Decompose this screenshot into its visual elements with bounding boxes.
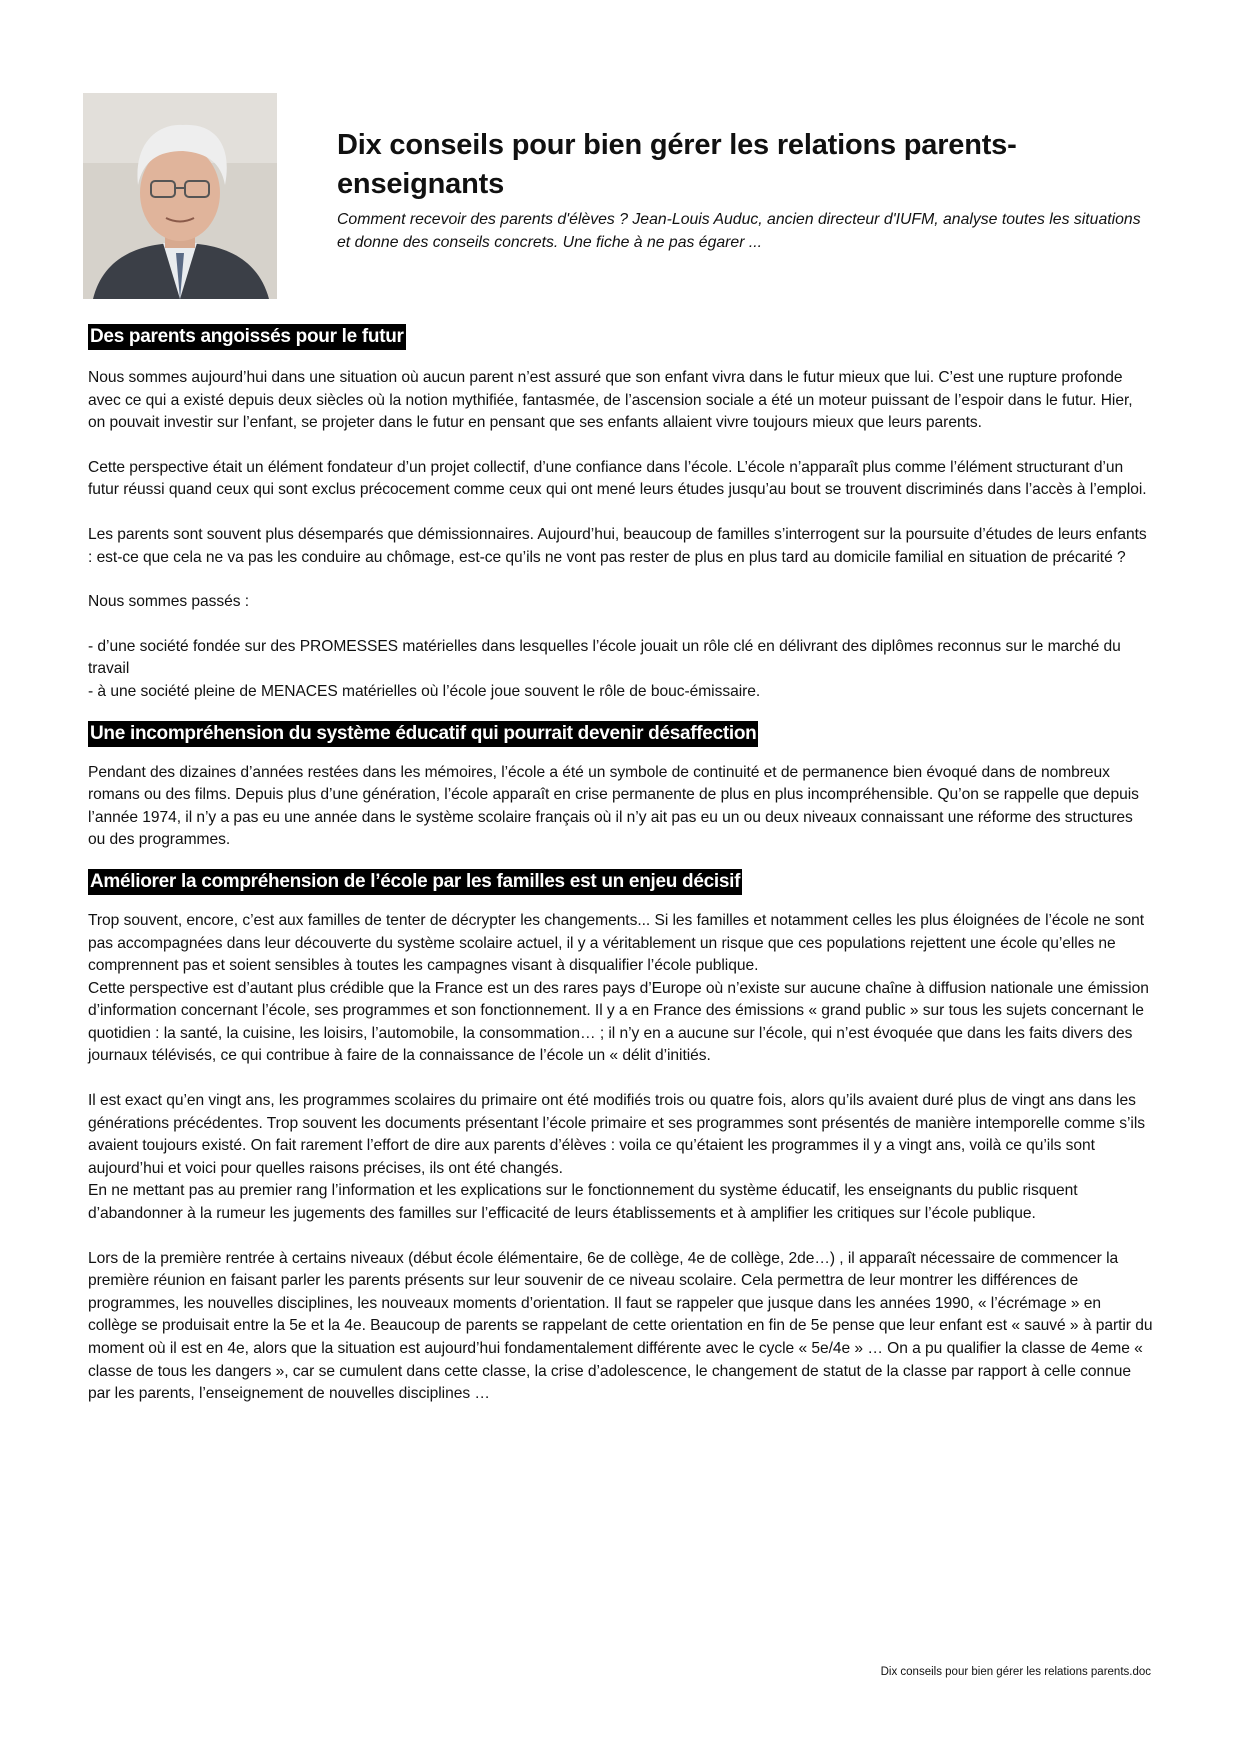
section-heading: Des parents angoissés pour le futur [88,321,1154,353]
paragraph: Il est exact qu’en vingt ans, les programmes scolaires du primaire ont été modifiés trois ou quatre fois, alors qu’ils avaient duré plus de vingt ans dans les générations précédentes. Trop souvent les documents présentant l’école primaire et ses programmes sont présentés de manière intemporelle comme s’ils avaient toujours existé. On fait rarement l’effort de dire aux parents d’élèves : voila ce qu’étaient les programmes il y a vingt ans, voilà ce qu’ils sont aujourd’hui et voici pour quelles raisons précises, ils ont été changés. En ne mettant pas au premier rang l’information et les explications sur le fonctionnement du système éducatif, les enseignants du public risquent d’abandonner à la rumeur les jugements des familles sur l’efficacité de leurs établissements et à amplifier les critiques sur l’école publique. [88,1092,1145,1223]
paragraph: Nous sommes aujourd’hui dans une situation où aucun parent n’est assuré que son enfant vivra dans le futur mieux que lui. C’est une rupture profonde avec ce qui a existé depuis deux siècles où la notion mythifiée, fantasmée, de l’ascension sociale a été un moteur puissant de l’espoir dans le futur. Hier, on pouvait investir sur l’enfant, se projeter dans le futur en pensant que ses enfants allaient vivre toujours mieux que leurs parents. [88,369,1133,432]
document-body [88,321,1154,1406]
paragraph: Pendant des dizaines d’années restées dans les mémoires, l’école a été un symbole de continuité et de permanence bien évoqué dans de nombreux romans ou des films. Depuis plus d’une génération, l’école apparaît en crise permanente de plus en plus incompréhensible. Qu’on se rappelle que depuis l’année 1974, il n’y a pas eu une année dans le système scolaire français où il n’y ait pas eu un ou deux niveaux connaissant une réforme des structures ou des programmes. [88,763,1139,849]
document-subtitle: Comment recevoir des parents d'élèves ? Jean-Louis Auduc, ancien directeur d'IUFM, analyse toutes les situations et donne des conseils concrets. Une fiche à ne pas égarer ... [337,211,1141,251]
section-ameliorer [88,866,1154,1406]
section-heading: Une incompréhension du système éducatif qui pourrait devenir désaffection [88,718,1154,750]
paragraph: Lors de la première rentrée à certains niveaux (début école élémentaire, 6e de collège, 4e de collège, 2de…) , il apparaît nécessaire de commencer la première réunion en faisant parler les parents présents sur leur souvenir de ce niveau scolaire. Cela permettra de leur montrer les différences de programmes, les nouvelles disciplines, les nouveaux moments d’orientation. Il faut se rappeler que jusque dans les années 1990, « l’écrémage » en collège se produisait entre la 5e et la 4e. Beaucoup de parents se rappelant de cette orientation en fin de 5e pense que leur enfant est « sauvé » à partir du moment où il est en 4e, alors que la situation est aujourd’hui fondamentalement différente avec le cycle « 5e/4e » … On a pu qualifier la classe de 4eme « classe de tous les dangers », car se cumulent dans cette classe, la crise d’adolescence, le changement de statut de la classe par rapport à celle connue par les parents, l’enseignement de nouvelles disciplines … [88,1249,1153,1403]
paragraph: Les parents sont souvent plus désemparés que démissionnaires. Aujourd’hui, beaucoup de familles s’interrogent sur la poursuite d’études de leurs enfants : est-ce que cela ne va pas les conduire au chômage, est-ce qu’ils ne vont pas rester de plus en plus tard au domicile familial en situation de précarité ? [88,525,1147,566]
paragraph: Nous sommes passés : [88,593,250,611]
section-parents-angoisses [88,321,1154,704]
section-incomprehension [88,718,1154,852]
author-photo [83,93,277,299]
document-title: Dix conseils pour bien gérer les relations parents-enseignants [337,129,1017,200]
footer-filename: Dix conseils pour bien gérer les relations parents.doc [880,1666,1151,1678]
section-heading: Améliorer la compréhension de l’école par les familles est un enjeu décisif [88,866,1154,898]
paragraph: Cette perspective était un élément fondateur d’un projet collectif, d’une confiance dans l’école. L’école n’apparaît plus comme l’élément structurant d’un futur réussi quand ceux qui sont exclus précocement comme ceux qui ont mené leurs études jusqu’au bout se trouvent discriminés dans l’accès à l’emploi. [88,458,1147,499]
document-header [337,126,1147,254]
paragraph: - d’une société fondée sur des PROMESSES matérielles dans lesquelles l’école jouait un rôle clé en délivrant des diplômes reconnus sur le marché du travail - à une société pleine de MENACES matérielles où l’école joue souvent le rôle de bouc-émissaire. [88,637,1121,700]
paragraph: Trop souvent, encore, c’est aux familles de tenter de décrypter les changements... Si les familles et notamment celles les plus éloignées de l’école ne sont pas accompagnées dans leur découverte du système scolaire actuel, il y a véritablement un risque que ces populations rejettent une école qu’elles ne comprennent pas et soient sensibles à toutes les campagnes visant à disqualifier l’école publique. Cette perspective est d’autant plus crédible que la France est un des rares pays d’Europe où n’existe sur aucune chaîne à diffusion nationale une émission d’information concernant l’école, ses programmes et son fonctionnement. Il y a en France des émissions « grand public » sur tous les sujets concernant le quotidien : la santé, la cuisine, les loisirs, l’automobile, la consommation… ; il n’y en a aucune sur l’école, qui n’est évoquée que dans les faits divers des journaux télévisés, ce qui contribue à faire de la connaissance de l’école un « délit d’initiés. [88,911,1149,1065]
